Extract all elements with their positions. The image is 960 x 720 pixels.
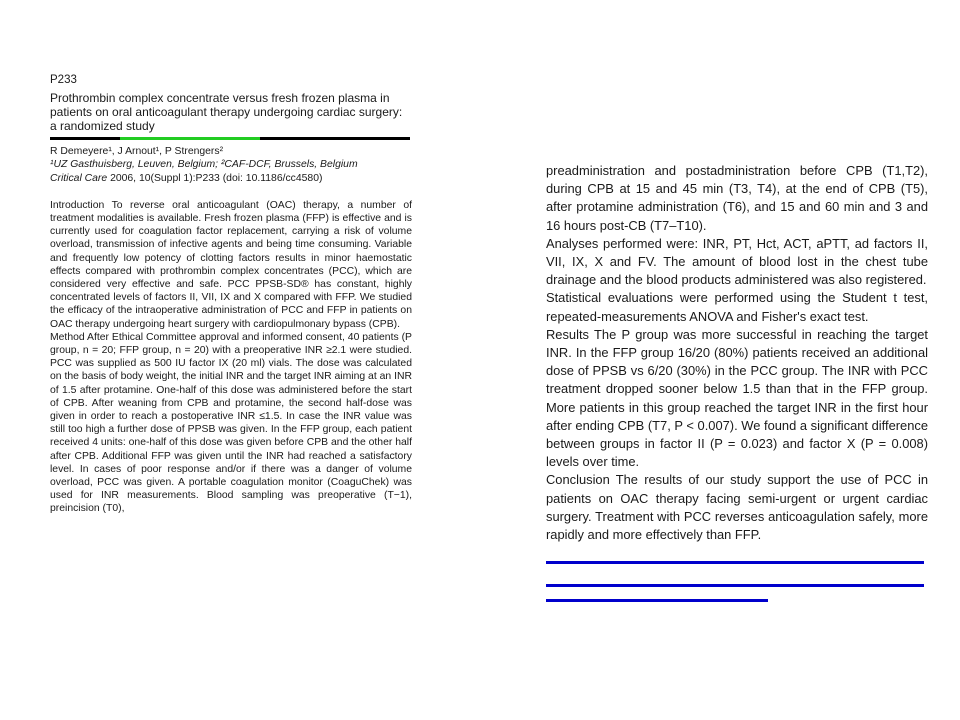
- results-label: Results: [546, 326, 589, 342]
- conclusion-paragraph: [546, 471, 928, 544]
- citation: [50, 172, 412, 185]
- method-paragraph: [50, 331, 412, 516]
- abstract-title: Prothrombin complex concentrate versus fresh frozen plasma in patients on oral anticoagulant therapy undergoing cardiac surgery: a randomized study: [50, 91, 403, 134]
- method-label: Method: [50, 331, 85, 343]
- introduction-label: Introduction: [50, 199, 105, 211]
- method-text: After Ethical Committee approval and informed consent, 40 patients (P group, n = 20; FFP group, n = 20) with a preoperative INR ≥2.1 were studied. PCC was supplied as 500 IU factor IX (20 ml) vials. The dose was calculated on the basis of body weight, the initial INR and the target INR aiming at an INR of 1.5 after protamine. One-half of this dose was administered before the start of CPB. After weaning from CPB and protamine, the second half-dose was given in order to reach a postoperative INR ≤1.5. In case the INR value was still too high a further dose of PPSB was given. In the FFP group, each patient received 4 units: one-half of this dose was given before CPB and the other half after CPB. Additional FFP was given until the INR had reached a satisfactory level. In cases of poor response and/or if there was a danger of volume overload, PCC was given. A portable coagulation monitor (CoaguChek) was used for INR measurements. Blood sampling was preoperative (T−1), preincision (T0),: [50, 331, 412, 515]
- introduction-text: To reverse oral anticoagulant (OAC) therapy, a number of treatment modalities is available. Fresh frozen plasma (FFP) is effective and is currently used for coagulation factor replacement, carrying a risk of volume overload, transmission of infective agents and being time consuming. Variable and frequently low potency of clotting factors results in minor haemostatic effects compared with prothrombin complex concentrates (PCC), which are considered very effective and safe. PCC PPSB-SD® has constant, highly concentrated levels of factors II, VII, IX and X compared with FFP. We studied the efficacy of the intraoperative administration of PCC and FFP in patients on OAC therapy undergoing heart surgery with cardiopulmonary bypass (CPB).: [50, 199, 412, 330]
- results-paragraph: [546, 326, 928, 472]
- statistics-paragraph: Statistical evaluations were performed using the Student t test, repeated-measurements ANOVA and Fisher's exact test.: [546, 290, 928, 324]
- continuation-column: [546, 162, 928, 544]
- conclusion-text: The results of our study support the use of PCC in patients on OAC therapy facing semi-urgent or urgent cardiac surgery. Treatment with PCC reverses anticoagulation safely, more rapidly and more effectively than FFP.: [546, 472, 928, 543]
- conclusion-underline-2: [546, 584, 924, 587]
- abstract-id: P233: [50, 74, 77, 86]
- results-text: The P group was more successful in reaching the target INR. In the FFP group 16/20 (80%) patients received an additional dose of PPSB vs 6/20 (30%) in the PCC group. The INR with PCC treatment dropped sooner below 1.5 than that in the FFP group. More patients in this group reached the target INR in the first hour after ending CPB (T7, P < 0.007). We found a significant difference between groups in factor II (P = 0.023) and factor X (P = 0.008) levels over time.: [546, 326, 928, 470]
- conclusion-underline-3: [546, 599, 768, 602]
- conclusion-label: Conclusion: [546, 472, 610, 488]
- author-affiliation: ¹UZ Gasthuisberg, Leuven, Belgium; ²CAF-DCF, Brussels, Belgium: [50, 159, 358, 171]
- citation-details: 2006, 10(Suppl 1):P233 (doi: 10.1186/cc4580): [110, 172, 323, 184]
- title-highlight-mark: [120, 137, 260, 140]
- introduction-paragraph: [50, 199, 412, 331]
- abstract-body: [50, 199, 412, 516]
- journal-name: Critical Care: [50, 172, 108, 184]
- sampling-paragraph: preadministration and postadministration before CPB (T1,T2), during CPB at 15 and 45 min (T3, T4), at the end of CPB (T5), after protamine administration (T6), and 15 and 60 min and 3 and 16 hours post-CB (T7–T10).: [546, 163, 928, 233]
- title-underline: [50, 137, 410, 140]
- abstract-left-column: [50, 74, 412, 516]
- analyses-paragraph: Analyses performed were: INR, PT, Hct, ACT, aPTT, ad factors II, VII, IX, X and FV. The amount of blood lost in the chest tube drainage and the blood products administered was also registered.: [546, 235, 928, 288]
- conclusion-underline-1: [546, 561, 924, 564]
- author-list: R Demeyere¹, J Arnout¹, P Strengers²: [50, 146, 224, 158]
